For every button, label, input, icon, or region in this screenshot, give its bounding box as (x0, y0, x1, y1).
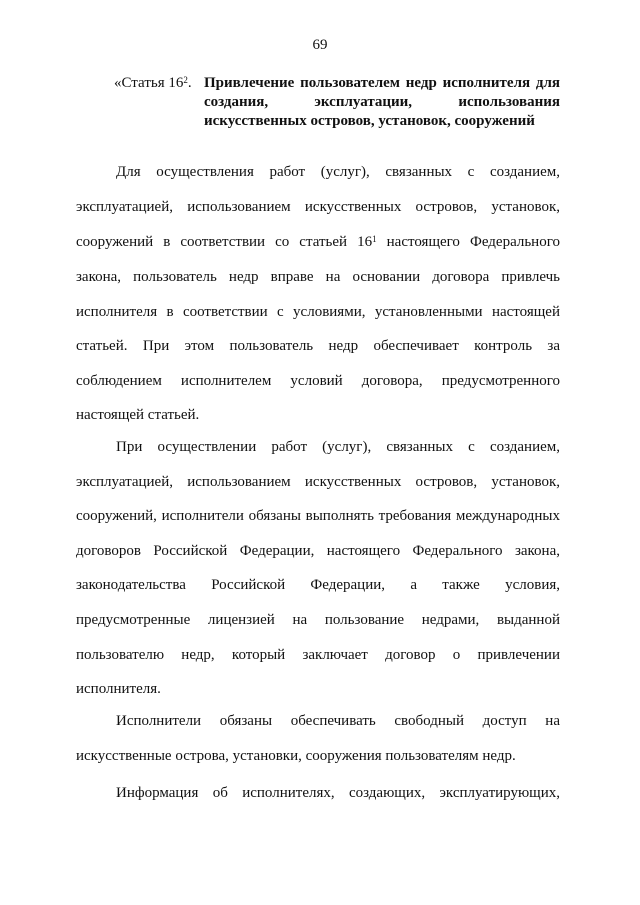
statute-superscript: 1 (372, 234, 377, 244)
paragraph-line: закона, пользователь недр вправе на основании договора привлечь (76, 269, 560, 285)
paragraph-line: соблюдением исполнителем условий договора, предусмотренного (76, 373, 560, 389)
page-number: 69 (312, 37, 328, 53)
article-label-suffix: . (187, 75, 192, 91)
paragraph-line: исполнителя. (76, 681, 161, 697)
paragraph-line: Информация об исполнителях, создающих, эксплуатирующих, (116, 785, 560, 801)
paragraph-line: сооружений, исполнители обязаны выполнять требования международных (76, 508, 560, 524)
paragraph-line: При осуществлении работ (услуг), связанных с созданием, (116, 439, 560, 455)
article-title (204, 74, 560, 131)
article-title-line: создания, эксплуатации, использования (204, 94, 560, 110)
paragraph-line: законодательства Российской Федерации, а также условия, (76, 577, 560, 593)
article-title-line: искусственных островов, установок, сооружений (204, 113, 535, 129)
paragraph-line: исполнителя в соответствии с условиями, установленными настоящей (76, 304, 560, 320)
paragraph-line: договоров Российской Федерации, настоящего Федерального закона, (76, 543, 560, 559)
paragraph-line: Исполнители обязаны обеспечивать свободный доступ на (116, 713, 560, 729)
paragraph-line: эксплуатацией, использованием искусственных островов, установок, (76, 474, 560, 490)
paragraph-line: Для осуществления работ (услуг), связанных с созданием, (116, 164, 560, 180)
article-label-prefix: «Статья 16 (114, 75, 184, 91)
article-title-line: Привлечение пользователем недр исполнителя для (204, 75, 560, 91)
paragraph-line: пользователю недр, который заключает договор о привлечении (76, 647, 560, 663)
paragraph-line: статьей. При этом пользователь недр обеспечивает контроль за (76, 338, 560, 354)
paragraph-line (76, 232, 560, 252)
paragraph-line: искусственные острова, установки, сооружения пользователям недр. (76, 748, 516, 764)
paragraph-line-text: сооружений в соответствии со статьей 16 (76, 234, 373, 250)
article-label (114, 74, 192, 92)
paragraph-line: предусмотренные лицензией на пользование недрами, выданной (76, 612, 560, 628)
paragraph-line: настоящей статьей. (76, 407, 200, 423)
article-label-sup: 2 (183, 75, 188, 85)
paragraph-line: эксплуатацией, использованием искусственных островов, установок, (76, 199, 560, 215)
paragraph-line-text: настоящего Федерального (376, 234, 560, 250)
